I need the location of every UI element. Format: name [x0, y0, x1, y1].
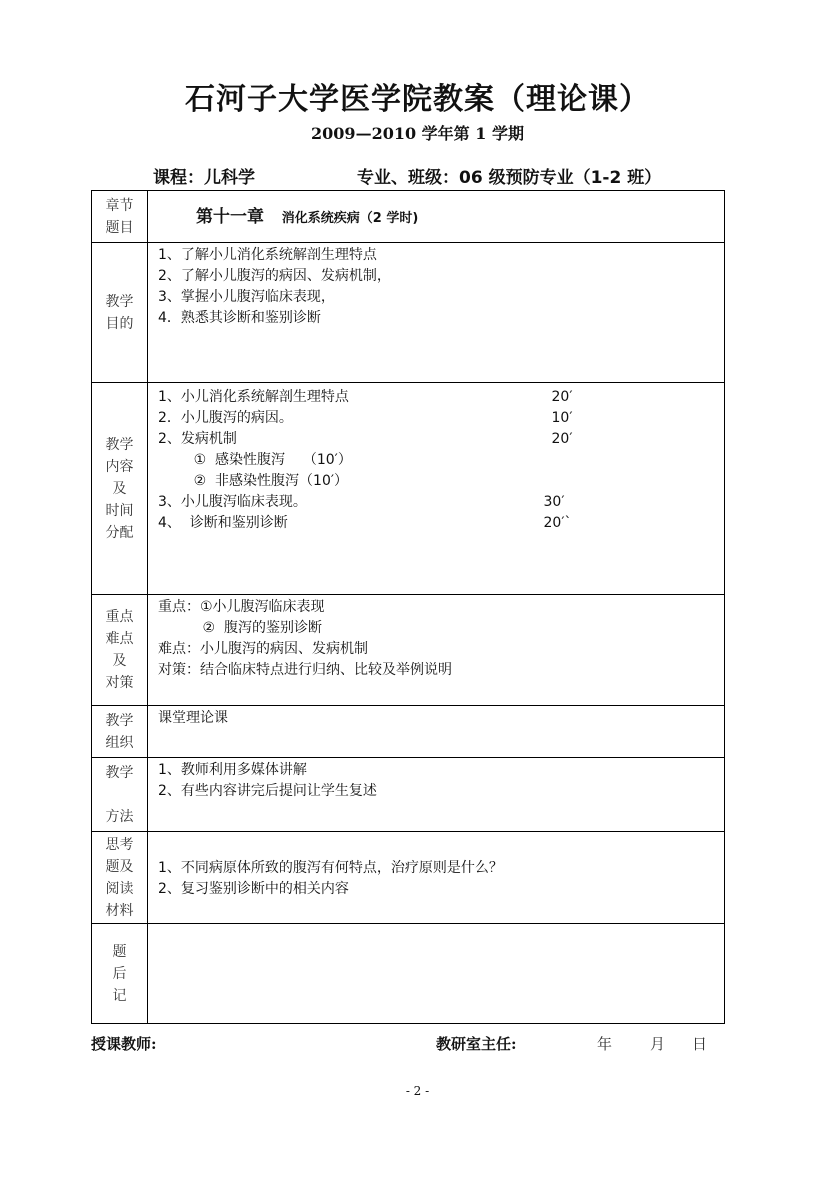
organization-row: [92, 706, 725, 758]
objectives-cell: [148, 243, 725, 383]
content-row: [92, 383, 725, 595]
lesson-plan-table: [91, 190, 725, 1024]
date-month: 月: [650, 1035, 666, 1053]
postscript-label: 题 后 记: [92, 924, 148, 1024]
postscript-row: [92, 924, 725, 1024]
objective-line: 1、了解小儿消化系统解剖生理特点: [158, 247, 377, 263]
content-item: ② 非感染性腹泻（10′）: [158, 473, 349, 489]
content-item: ① 感染性腹泻 （10′）: [158, 452, 352, 468]
content-item: 3、小儿腹泻临床表现。 30′: [158, 494, 565, 510]
content-item: 2．小儿腹泻的病因。 10′: [158, 410, 573, 426]
objective-line: 3、掌握小儿腹泻临床表现，: [158, 289, 335, 305]
question-line: 2、复习鉴别诊断中的相关内容: [158, 880, 349, 897]
chapter-row: [92, 191, 725, 243]
method-line: 1、教师利用多媒体讲解: [158, 762, 307, 778]
teacher-label: 授课教师:: [91, 1035, 157, 1053]
chapter-cell: [148, 191, 725, 243]
page-title: 石河子大学医学院教案（理论课）: [185, 82, 650, 117]
content-item: 2、发病机制 20′: [158, 431, 573, 447]
content-label: 教学 内容 及 时间 分配: [92, 383, 148, 595]
objective-line: 4．熟悉其诊断和鉴别诊断: [158, 310, 321, 326]
key-point-line: 重点：①小儿腹泻临床表现: [158, 599, 325, 615]
key-points-cell: [148, 595, 725, 706]
chapter-number: 第十一章: [196, 206, 264, 227]
chapter-label: 章节 题目: [92, 191, 148, 243]
organization-cell: [148, 706, 725, 758]
question-line: 1、不同病原体所致的腹泻有何特点，治疗原则是什么？: [158, 859, 503, 876]
content-item: 1、小儿消化系统解剖生理特点 20′: [158, 389, 573, 405]
date-year: 年: [597, 1035, 613, 1053]
chapter-title: 消化系统疾病（2 学时): [281, 210, 419, 226]
content-item: 4、 诊断和鉴别诊断 20′`: [158, 515, 572, 531]
methods-row: [92, 758, 725, 832]
director-label: 教研室主任:: [436, 1035, 517, 1053]
questions-row: [92, 832, 725, 924]
major-class-label: 专业、班级：06 级预防专业（1-2 班）: [357, 168, 662, 188]
page-number: - 2 -: [405, 1084, 430, 1098]
date-day: 日: [692, 1035, 708, 1053]
key-point-line: 对策：结合临床特点进行归纳、比较及举例说明: [158, 662, 452, 678]
key-points-label: 重点 难点 及 对策: [92, 595, 148, 706]
organization-label: 教学 组织: [92, 706, 148, 758]
key-point-line: ② 腹泻的鉴别诊断: [158, 620, 322, 636]
key-points-row: [92, 595, 725, 706]
term-line: 2009—2010 学年第 1 学期: [311, 124, 524, 143]
objectives-row: [92, 243, 725, 383]
methods-label: 教学 方法: [92, 758, 148, 832]
objective-line: 2、了解小儿腹泻的病因、发病机制，: [158, 268, 391, 284]
content-cell: [148, 383, 725, 595]
organization-line: 课堂理论课: [158, 710, 228, 726]
objectives-label: 教学 目的: [92, 243, 148, 383]
questions-cell: [148, 832, 725, 924]
key-point-line: 难点：小儿腹泻的病因、发病机制: [158, 641, 368, 657]
postscript-cell[interactable]: [148, 924, 725, 1024]
methods-cell: [148, 758, 725, 832]
method-line: 2、有些内容讲完后提问让学生复述: [158, 783, 377, 799]
course-label: 课程：儿科学: [153, 168, 255, 188]
questions-label: 思考 题及 阅读 材料: [92, 832, 148, 924]
